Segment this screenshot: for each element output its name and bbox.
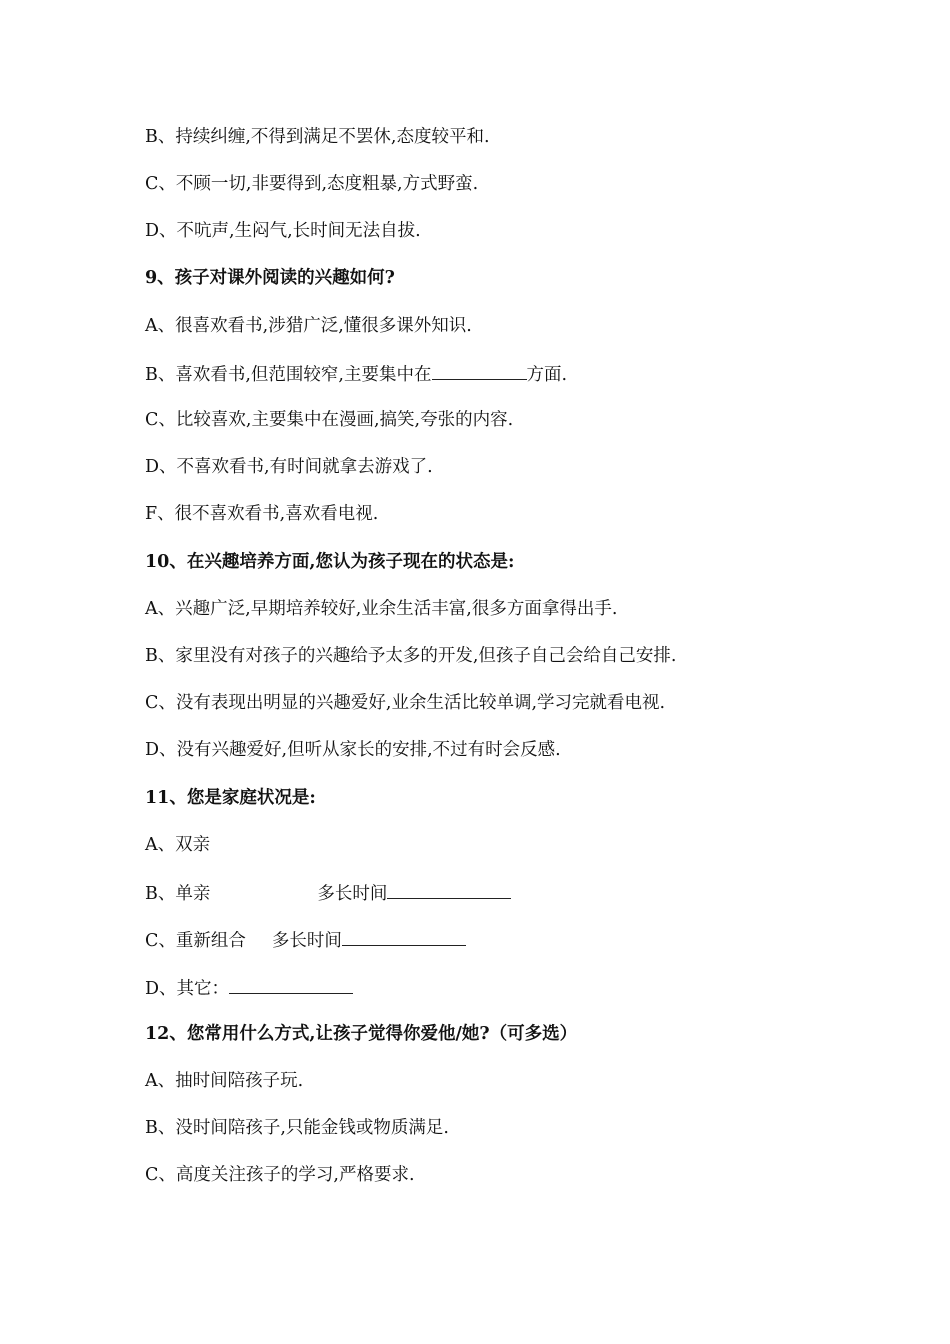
question-12-title: 12、您常用什么方式,让孩子觉得你爱他/她?（可多选）	[145, 1024, 578, 1044]
question-9-title: 9、孩子对课外阅读的兴趣如何?	[145, 268, 395, 288]
question-9-option-c: C、比较喜欢,主要集中在漫画,搞笑,夸张的内容.	[145, 410, 514, 430]
question-12-option-b: B、没时间陪孩子,只能金钱或物质满足.	[145, 1118, 449, 1138]
question-9-option-f: F、很不喜欢看书,喜欢看电视.	[145, 504, 379, 524]
question-9-option-d: D、不喜欢看书,有时间就拿去游戏了.	[145, 457, 433, 477]
question-9-option-a: A、很喜欢看书,涉猎广泛,懂很多课外知识.	[145, 316, 472, 336]
question-10-option-b: B、家里没有对孩子的兴趣给予太多的开发,但孩子自己会给自己安排.	[145, 646, 677, 666]
option-d-silent: D、不吭声,生闷气,长时间无法自拔.	[145, 221, 421, 241]
question-10-title: 10、在兴趣培养方面,您认为孩子现在的状态是:	[145, 552, 515, 572]
question-11-option-a: A、双亲	[145, 835, 211, 855]
fill-in-blank[interactable]	[229, 976, 353, 994]
duration-label: 多长时间	[271, 931, 342, 951]
question-11-option-d	[145, 976, 353, 1000]
question-11-option-c	[145, 928, 466, 952]
question-9-option-b-text: B、喜欢看书,但范围较窄,主要集中在	[145, 365, 432, 385]
question-12-option-a: A、抽时间陪孩子玩.	[145, 1071, 304, 1091]
question-11-title: 11、您是家庭状况是:	[145, 788, 316, 808]
question-12-option-c: C、高度关注孩子的学习,严格要求.	[145, 1165, 415, 1185]
question-9-option-b	[145, 362, 567, 386]
question-10-option-c: C、没有表现出明显的兴趣爱好,业余生活比较单调,学习完就看电视.	[145, 693, 666, 713]
fill-in-blank[interactable]	[387, 881, 511, 899]
question-11-option-b	[145, 881, 511, 905]
question-11-option-d-text: D、其它：	[145, 979, 230, 999]
question-11-option-c-text: C、重新组合	[145, 931, 246, 951]
question-11-option-b-text: B、单亲	[145, 884, 211, 904]
question-10-option-d: D、没有兴趣爱好,但听从家长的安排,不过有时会反感.	[145, 740, 561, 760]
option-b-persist: B、持续纠缠,不得到满足不罢休,态度较平和.	[145, 127, 490, 147]
fill-in-blank[interactable]	[432, 362, 527, 380]
fill-in-blank[interactable]	[342, 928, 466, 946]
option-c-reckless: C、不顾一切,非要得到,态度粗暴,方式野蛮.	[145, 174, 479, 194]
question-10-option-a: A、兴趣广泛,早期培养较好,业余生活丰富,很多方面拿得出手.	[145, 599, 618, 619]
duration-label: 多长时间	[317, 884, 388, 904]
question-9-option-b-suffix: 方面.	[526, 365, 568, 385]
